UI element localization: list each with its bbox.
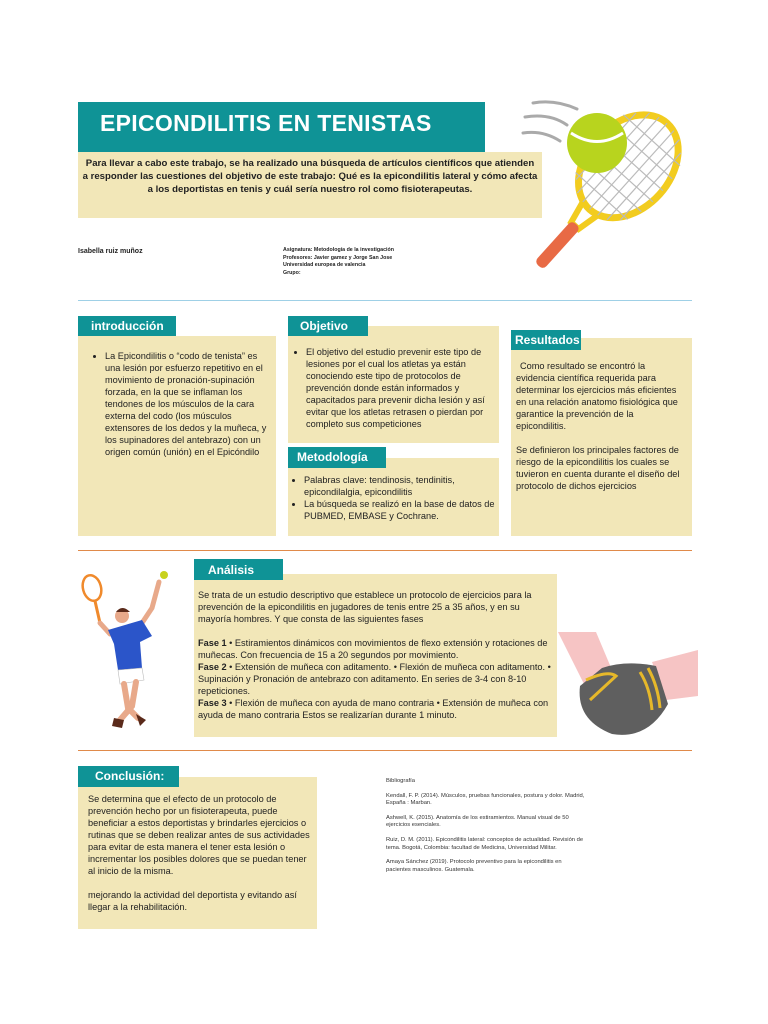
- metodologia-box: [288, 458, 499, 536]
- meta-universidad: Universidad europea de valencia: [283, 262, 366, 268]
- introduccion-box: [78, 336, 276, 536]
- analisis-intro: Se trata de un estudio descriptivo que establece un protocolo de ejercicios para la prevención de la epicondilitis en jugadores de tenis entre 25 a 35 años, y en su mayoría hombres. Y que consta de las siguientes fases: [198, 590, 532, 624]
- page-title: EPICONDILITIS EN TENISTAS: [100, 110, 432, 136]
- title-banner: [78, 102, 485, 152]
- analisis-box: [194, 574, 557, 737]
- bibliografia-ref: Kendall, F. P. (2014). Músculos, pruebas funcionales, postura y dolor. Madrid, España : Marban.: [386, 792, 585, 807]
- analisis-label: Análisis: [194, 559, 283, 580]
- introduccion-text: • La Epicondilitis o “codo de tenista” es una lesión por esfuerzo repetitivo en el movimiento de pronación-supinación forzada, en la que se inflaman los tendones de los músculos de la cara externa del codo (los músculos extensores de los dedos y la muñeca, y los supinadores del antebrazo) con un origen común (unión) en el Epicóndilo: [105, 350, 268, 458]
- conclusion-p2: mejorando la actividad del deportista y evitando así llegar a la rehabilitación.: [88, 890, 297, 912]
- intro-box: [78, 152, 542, 218]
- elbow-brace-illustration: [556, 630, 698, 738]
- introduccion-label: introducción: [78, 316, 176, 336]
- analisis-fase2: Fase 2 • Extensión de muñeca con aditamento. • Flexión de muñeca con aditamento. • Supinación y Pronación de antebrazo con aditamento. En series de 3-4 con 8-10 repeticiones.: [198, 662, 551, 696]
- objetivo-box: [288, 326, 499, 443]
- objetivo-text: • El objetivo del estudio prevenir este tipo de lesiones por el cual los atletas ya están conociendo este tipo de protocolos de prevención donde están informados y capacitados para prevenir dicha lesión y así evitar que los atletas retrasen o pierdan por completo sus competiciones: [306, 346, 495, 430]
- bibliografia-label: Bibliografía: [386, 778, 416, 784]
- divider-orange-1: [78, 550, 692, 551]
- metodologia-item: • La búsqueda se realizó en la base de datos de PUBMED, EMBASE y Cochrane.: [304, 498, 495, 522]
- objetivo-label: Objetivo: [288, 316, 368, 336]
- divider-blue: [78, 300, 692, 301]
- conclusion-p1: Se determina que el efecto de un protocolo de prevención hecho por un fisioterapeuta, puede beneficiar a estos deportistas y brindarles ejercicios o rutinas que se deben realizar antes de sus actividades para evitar de esta manera el tener esta lesión o incrementar los posibles dolores que se puedan tener al inicio de la misma.: [88, 794, 310, 876]
- analisis-fase3: Fase 3 • Flexión de muñeca con ayuda de mano contraria • Extensión de muñeca con ayuda de mano contraria Estos se realizarían durante 1 minuto.: [198, 698, 549, 720]
- resultados-label: Resultados: [511, 330, 581, 350]
- bibliografia-ref: Amaya Sánchez (2019). Protocolo preventivo para la epicondilitis en pacientes masculinos. Guatemala.: [386, 859, 562, 873]
- course-meta: [283, 247, 394, 277]
- divider-orange-2: [78, 750, 692, 751]
- resultados-p2: Se definieron los principales factores de riesgo de la epicondilitis los cuales se tuvieron en cuenta durante el diseño del protocolo de dichos ejercicios: [516, 445, 680, 491]
- bibliografia-ref: Ruiz, D. M. (2011). Epicondilitis lateral: conceptos de actualidad. Revisión de tema. Bogotá, Colombia: facultad de Medicina, Universidad Militar.: [386, 836, 584, 851]
- bibliografia-ref: Ashwell, K. (2015). Anatomía de los estiramientos. Manual visual de 50 ejercicios esenciales.: [386, 814, 569, 829]
- tennis-player-illustration: [80, 568, 180, 740]
- metodologia-label: Metodología: [288, 447, 386, 468]
- resultados-p1: Como resultado se encontró la evidencia científica requerida para determinar los ejercicios más eficientes en una relación anatomo fisiológica que garantice la prevención de la epicondilitis.: [516, 361, 678, 431]
- analisis-fase1: Fase 1 • Estiramientos dinámicos con movimientos de flexo extensión y rotaciones de muñecas. Con frecuencia de 15 a 20 segundos por movimiento.: [198, 638, 548, 660]
- meta-grupo: Grupo:: [283, 269, 301, 276]
- author-name: Isabella ruiz muñoz: [78, 248, 143, 255]
- conclusion-label: Conclusión:: [78, 766, 179, 787]
- tennis-racket-ball-illustration: [505, 95, 695, 295]
- resultados-box: [511, 338, 692, 536]
- conclusion-box: [78, 777, 317, 929]
- intro-text: Para llevar a cabo este trabajo, se ha realizado una búsqueda de artículos científicos que atienden a responder las cuestiones del objetivo de este trabajo: Qué es la epicondilitis lateral y cómo afecta a los deportistas en tenis y cuál sería nuestro rol como fisioterapeutas.: [82, 158, 538, 195]
- meta-profesores: Profesores: Javier gamez y Jorge San Jose: [283, 254, 393, 261]
- meta-asignatura: Asignatura: Metodología de la investigación: [283, 247, 394, 253]
- metodologia-item: • Palabras clave: tendinosis, tendinitis, epicondilalgia, epicondilitis: [304, 474, 495, 498]
- bibliografia: [386, 778, 586, 881]
